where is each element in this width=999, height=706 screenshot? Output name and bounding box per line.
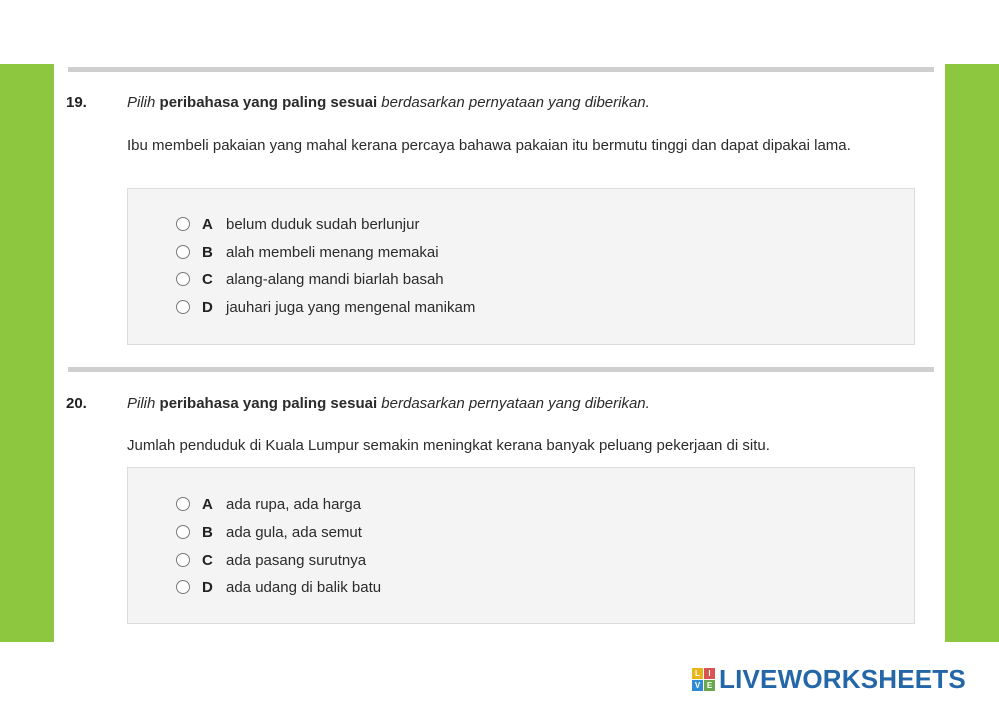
- instruction-bold: peribahasa yang paling sesuai: [159, 395, 378, 412]
- option-text: alah membeli menang memakai: [226, 243, 439, 261]
- radio-circle-icon[interactable]: [176, 553, 190, 567]
- logo-letter: I: [704, 668, 715, 679]
- option-d[interactable]: [176, 576, 381, 598]
- question-divider: [68, 67, 934, 72]
- option-letter: A: [202, 215, 213, 233]
- option-text: alang-alang mandi biarlah basah: [226, 270, 444, 288]
- radio-circle-icon[interactable]: [176, 580, 190, 594]
- option-b[interactable]: [176, 241, 439, 263]
- left-green-bar: [0, 64, 54, 642]
- right-green-bar: [945, 64, 999, 642]
- option-letter: B: [202, 523, 213, 541]
- radio-circle-icon[interactable]: [176, 272, 190, 286]
- radio-circle-icon[interactable]: [176, 300, 190, 314]
- instruction-post: berdasarkan pernyataan yang diberikan.: [381, 395, 650, 412]
- option-d[interactable]: [176, 296, 475, 318]
- option-text: belum duduk sudah berlunjur: [226, 215, 420, 233]
- logo-letter: V: [692, 680, 703, 691]
- radio-circle-icon[interactable]: [176, 525, 190, 539]
- option-letter: B: [202, 243, 213, 261]
- option-text: ada gula, ada semut: [226, 523, 362, 541]
- liveworksheets-brand: [692, 664, 966, 695]
- option-a[interactable]: [176, 493, 361, 515]
- question-instruction: [127, 395, 650, 412]
- option-c[interactable]: [176, 268, 444, 290]
- instruction-pre: Pilih: [127, 94, 156, 111]
- option-letter: C: [202, 551, 213, 569]
- radio-circle-icon[interactable]: [176, 217, 190, 231]
- option-c[interactable]: [176, 549, 366, 571]
- logo-letter: L: [692, 668, 703, 679]
- radio-circle-icon[interactable]: [176, 497, 190, 511]
- option-a[interactable]: [176, 213, 419, 235]
- option-text: jauhari juga yang mengenal manikam: [226, 298, 476, 316]
- question-number: 20.: [66, 395, 87, 412]
- option-letter: D: [202, 578, 213, 596]
- option-text: ada pasang surutnya: [226, 551, 367, 569]
- instruction-pre: Pilih: [127, 395, 156, 412]
- options-box: [127, 188, 915, 345]
- instruction-bold: peribahasa yang paling sesuai: [159, 94, 378, 111]
- option-letter: C: [202, 270, 213, 288]
- worksheet-page: [54, 64, 945, 642]
- option-letter: D: [202, 298, 213, 316]
- options-box: [127, 467, 915, 624]
- option-b[interactable]: [176, 521, 362, 543]
- option-text: ada udang di balik batu: [226, 578, 382, 596]
- question-number: 19.: [66, 94, 87, 111]
- brand-name: LIVEWORKSHEETS: [719, 664, 966, 694]
- liveworksheets-logo-icon: [692, 668, 715, 691]
- question-instruction: [127, 94, 650, 111]
- instruction-post: berdasarkan pernyataan yang diberikan.: [381, 94, 650, 111]
- question-divider: [68, 367, 934, 372]
- question-statement: Ibu membeli pakaian yang mahal kerana percaya bahawa pakaian itu bermutu tinggi dan dapat dipakai lama.: [127, 137, 851, 154]
- question-statement: Jumlah penduduk di Kuala Lumpur semakin meningkat kerana banyak peluang pekerjaan di situ.: [127, 437, 770, 454]
- option-letter: A: [202, 495, 213, 513]
- radio-circle-icon[interactable]: [176, 245, 190, 259]
- option-text: ada rupa, ada harga: [226, 495, 362, 513]
- logo-letter: E: [704, 680, 715, 691]
